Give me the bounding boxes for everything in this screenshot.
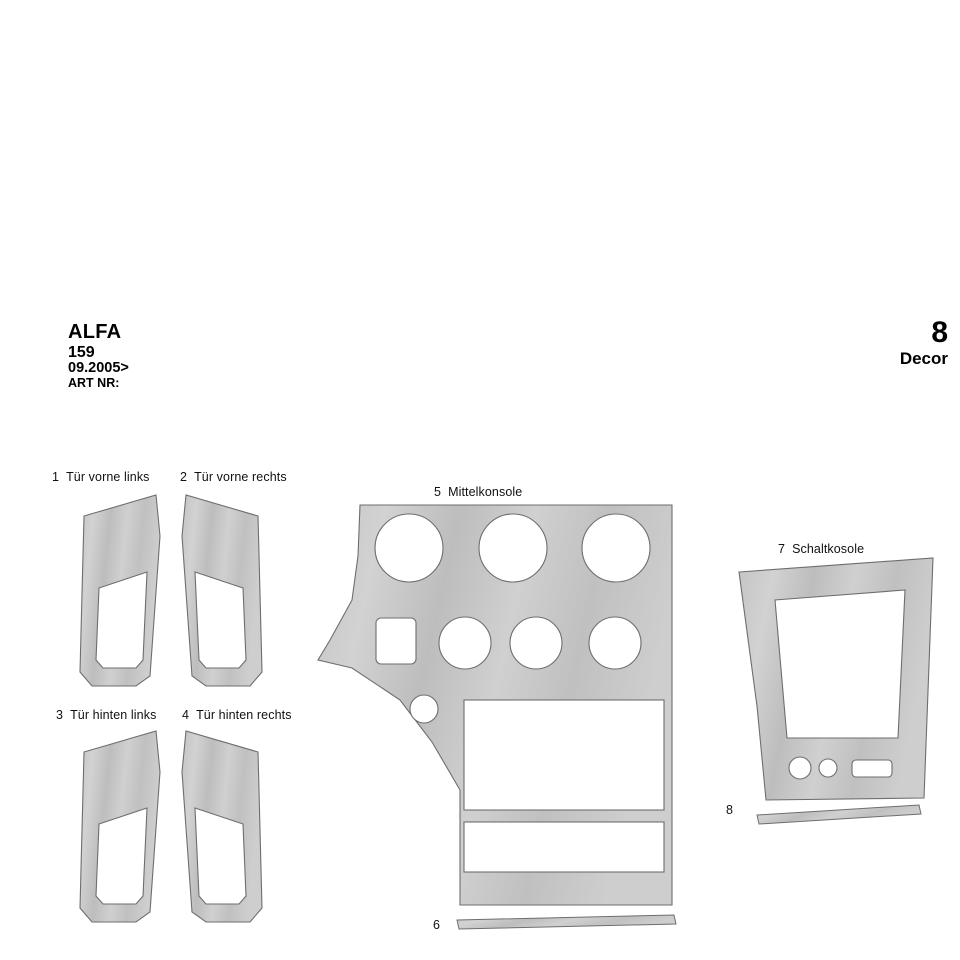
part-number-3: 3 — [56, 708, 64, 722]
decor-count: 8 — [931, 316, 948, 349]
part-1-door-front-left — [80, 495, 160, 686]
part-6-trim-strip — [457, 915, 676, 929]
part-3-door-rear-left — [80, 731, 160, 922]
part-text-7: Schaltkosole — [792, 542, 865, 556]
part-text-3: Tür hinten links — [70, 708, 157, 722]
part-5-center-console — [318, 505, 672, 905]
part-2-door-front-right — [182, 495, 262, 686]
part-number-5: 5 — [434, 485, 442, 499]
article-number-label: ART NR: — [68, 375, 120, 390]
vehicle-date: 09.2005> — [68, 359, 129, 376]
vehicle-model: 159 — [68, 343, 95, 361]
part-text-2: Tür vorne rechts — [194, 470, 287, 484]
decor-label: Decor — [899, 349, 948, 368]
part-text-4: Tür hinten rechts — [196, 708, 292, 722]
part-text-5: Mittelkonsole — [448, 485, 523, 499]
part-8-trim-strip — [757, 805, 921, 824]
part-7-shifter-console — [739, 558, 933, 800]
part-number-6: 6 — [433, 918, 441, 932]
vehicle-make: ALFA — [68, 321, 122, 343]
part-number-7: 7 — [778, 542, 786, 556]
part-4-door-rear-right — [182, 731, 262, 922]
part-number-4: 4 — [182, 708, 190, 722]
part-text-1: Tür vorne links — [66, 470, 150, 484]
part-number-8: 8 — [726, 803, 734, 817]
part-number-2: 2 — [180, 470, 188, 484]
part-number-1: 1 — [52, 470, 60, 484]
